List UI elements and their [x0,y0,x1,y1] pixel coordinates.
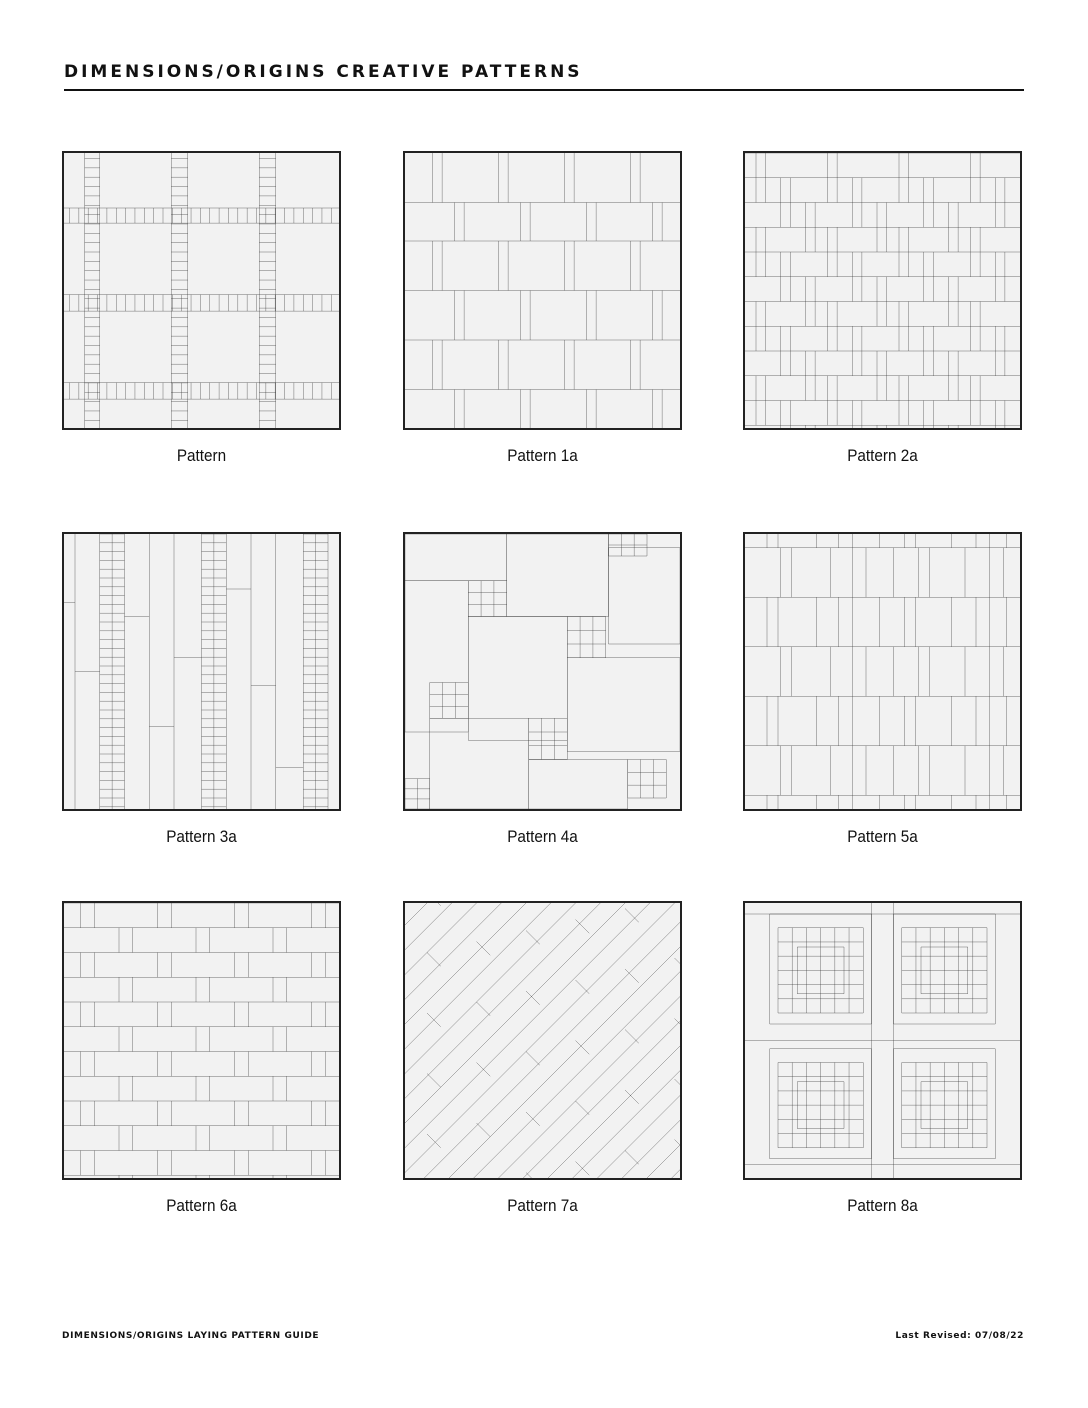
grout-line [576,980,590,994]
grout-line [523,903,680,1178]
grout-line [427,1134,441,1148]
pattern-tile-4 [403,532,682,811]
grout-line [675,1079,681,1093]
footer-guide-title: DIMENSIONS/ORIGINS LAYING PATTERN GUIDE [62,1331,320,1341]
pattern-drawing-4 [405,534,680,809]
pattern-caption: Pattern 3a [166,827,237,846]
pattern-drawing-7 [405,903,680,1178]
pattern-tile-0 [62,151,341,430]
grout-line [405,903,551,1178]
pattern-caption: Pattern 7a [507,1196,578,1215]
grout-line [675,1019,681,1033]
pattern-caption: Pattern [176,446,227,465]
pattern-drawing-1 [405,153,680,428]
grout-line [526,991,540,1005]
pattern-caption: Pattern 1a [507,446,578,465]
pattern-caption: Pattern 6a [166,1196,237,1215]
grout-line [625,1090,639,1104]
grout-line [405,903,650,1178]
pattern-drawing-6 [64,903,339,1178]
grout-line [405,903,501,1178]
grout-line [573,903,680,1178]
grout-line [427,903,441,906]
grout-line [672,903,680,1178]
pattern-caption: Pattern 8a [847,1196,918,1215]
grout-line [405,903,452,1178]
pattern-tile-5 [743,532,1022,811]
pattern-drawing-2 [745,153,1020,428]
grout-line [576,920,590,934]
grout-line [622,903,680,1178]
grout-line [576,1101,590,1115]
pattern-tile-7 [403,901,682,1180]
grout-line [675,1140,681,1154]
footer-revision-date: Last Revised: 07/08/22 [895,1331,1024,1341]
page-title: DIMENSIONS/ORIGINS CREATIVE PATTERNS [64,62,583,82]
grout-line [598,903,681,1178]
pattern-caption: Pattern 4a [507,827,578,846]
pattern-drawing-3 [64,534,339,809]
pattern-drawing-5 [745,534,1020,809]
grout-line [477,1002,491,1016]
grout-line [576,1041,590,1055]
header-divider [64,89,1024,91]
pattern-caption: Pattern 5a [847,827,918,846]
grout-line [675,903,681,911]
pattern-caption: Pattern 2a [847,446,918,465]
grout-line [625,909,639,923]
grout-line [477,1123,491,1137]
grout-line [474,903,680,1178]
grout-line [405,903,600,1178]
pattern-tile-6 [62,901,341,1180]
pattern-tile-1 [403,151,682,430]
grout-line [625,1151,639,1165]
pattern-tile-3 [62,532,341,811]
grout-line [526,1052,540,1066]
grout-line [625,1030,639,1044]
grout-line [625,969,639,983]
grout-line [526,931,540,945]
grout-line [427,953,441,967]
grout-line [477,942,491,956]
grout-line [427,1074,441,1088]
pattern-tile-2 [743,151,1022,430]
pattern-drawing-8 [745,903,1020,1178]
pattern-drawing-0 [64,153,339,428]
pattern-tile-8 [743,901,1022,1180]
grout-line [675,958,681,972]
